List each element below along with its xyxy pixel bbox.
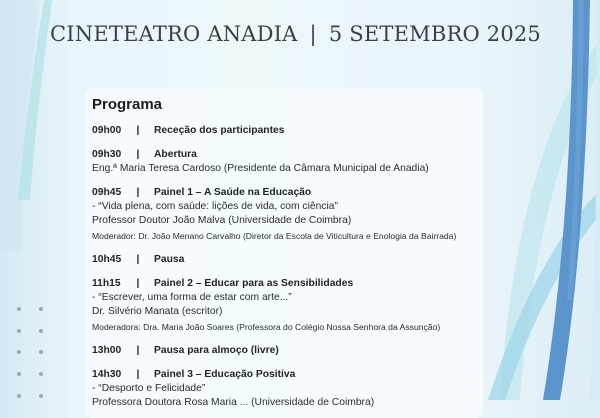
program-item: 14h30 | Painel 3 – Educação Positiva - “Desporto e Felicidade” Professora Doutora Rosa Maria ... (Universidade de Coimbra) [92, 368, 483, 410]
item-label: Painel 1 – A Saúde na Educação [154, 187, 312, 198]
item-speaker: Professor Doutor João Malva (Universidade de Coimbra) [92, 215, 352, 226]
item-speaker: Dr. Silvério Manata (escritor) [92, 306, 223, 317]
item-talk-title: - “Escrever, uma forma de estar com arte...” [92, 292, 292, 303]
item-speaker: Eng.ª Maria Teresa Cardoso (Presidente da Câmara Municipal de Anadia) [92, 163, 429, 174]
program-item: 10h45 | Pausa [92, 254, 185, 265]
program-title: Programa [92, 96, 163, 113]
item-label: Pausa para almoço (livre) [154, 345, 279, 356]
item-label: Pausa [154, 254, 185, 265]
item-time: 10h45 [92, 254, 122, 265]
item-time: 09h30 [92, 149, 122, 160]
item-speaker: Professora Doutora Rosa Maria ... (Universidade de Coimbra) [92, 397, 375, 408]
item-talk-title: - “Vida plena, com saúde: lições de vida, com ciência” [92, 201, 338, 212]
item-label: Abertura [154, 149, 197, 160]
program-item: 09h45 | Painel 1 – A Saúde na Educação - “Vida plena, com saúde: lições de vida, com ciência” Professor Doutor João Malva (Universidade de Coimbra) Moderador: Dr. João Menano Carvalho (Diretor da Escola de Viticultura e Enologia da Bairrada) [92, 186, 483, 243]
program-item: 09h30 | Abertura Eng.ª Maria Teresa Cardoso (Presidente da Câmara Municipal de Anadia) [92, 148, 483, 176]
event-header [50, 22, 541, 46]
item-time: 09h00 [92, 125, 122, 136]
item-talk-title: - “Desporto e Felicidade” [92, 383, 206, 394]
item-label: Painel 3 – Educação Positiva [154, 369, 296, 380]
item-moderator: Moderador: Dr. João Menano Carvalho (Diretor da Escola de Viticultura e Enologia da Bairrada) [92, 231, 457, 241]
program-card [85, 88, 483, 418]
program-item: 09h00 | Receção dos participantes [92, 125, 285, 136]
item-time: 13h00 [92, 345, 122, 356]
item-time: 14h30 [92, 369, 122, 380]
item-time: 09h45 [92, 187, 122, 198]
item-moderator: Moderadora: Dra. Maria João Soares (Professora do Colégio Nossa Senhora da Assunção) [92, 322, 441, 332]
item-label: Receção dos participantes [154, 125, 285, 136]
program-item: 11h15 | Painel 2 – Educar para as Sensibilidades - “Escrever, uma forma de estar com arte...” Dr. Silvério Manata (escritor) Moderadora: Dra. Maria João Soares (Professora do Colégio Nossa Senhora da Assunção) [92, 277, 483, 334]
header-separator: | [309, 22, 317, 46]
event-date: 5 SETEMBRO 2025 [328, 22, 541, 46]
item-time: 11h15 [92, 278, 121, 289]
venue-name: CINETEATRO ANADIA [50, 22, 298, 46]
program-item: 13h00 | Pausa para almoço (livre) [92, 345, 279, 356]
item-label: Painel 2 – Educar para as Sensibilidades [154, 278, 354, 289]
